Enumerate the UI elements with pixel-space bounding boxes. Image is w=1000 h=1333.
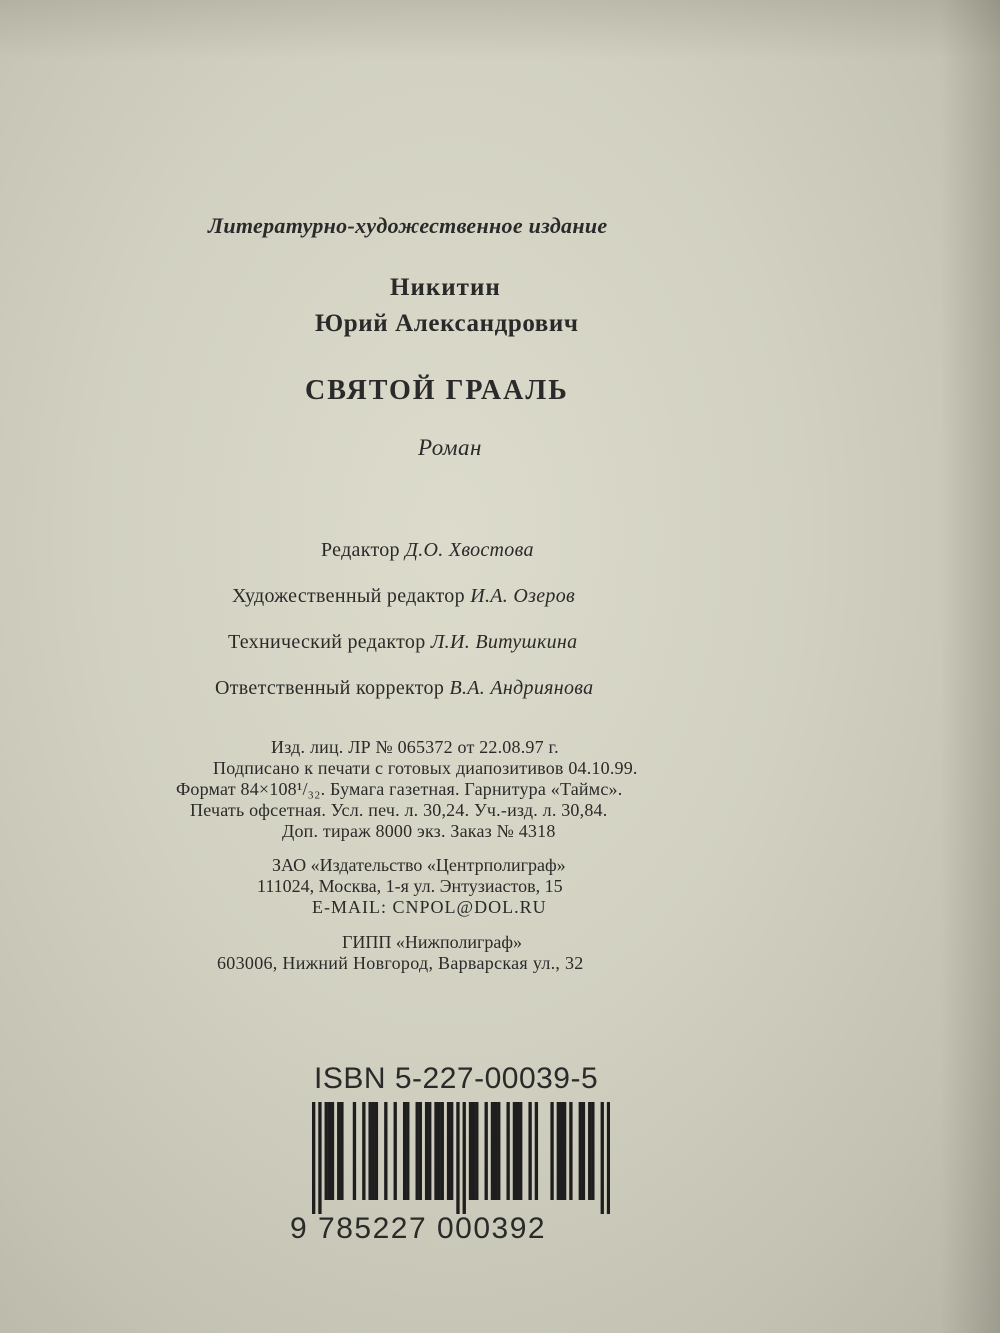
barcode-bar [475, 1102, 478, 1200]
barcode-bar [368, 1102, 371, 1200]
page-shadow-top [0, 0, 1000, 60]
barcode-bar [497, 1102, 500, 1200]
barcode-bar [506, 1102, 509, 1200]
barcode-bar [569, 1102, 572, 1200]
barcode-bar [406, 1102, 409, 1200]
credit-person: Д.О. Хвостова [405, 539, 534, 561]
barcode-bar [550, 1102, 553, 1200]
credit-art-editor [232, 585, 575, 608]
barcode-bar [513, 1102, 516, 1200]
credit-tech-editor [228, 631, 577, 654]
barcode-bar [494, 1102, 497, 1200]
author-name: Юрий Александрович [315, 310, 579, 337]
barcode-bar [437, 1102, 440, 1200]
barcode-bar [416, 1102, 419, 1200]
printer-address: 603006, Нижний Новгород, Варварская ул., 32 [217, 953, 584, 973]
credit-role: Художественный редактор [232, 585, 465, 607]
barcode-bar [450, 1102, 453, 1200]
edition-type: Литературно-художественное издание [208, 213, 608, 238]
page-shadow-right [940, 0, 1000, 1333]
barcode-digits: 9 785227 000392 [290, 1212, 547, 1245]
imprint-print: Печать офсетная. Усл. печ. л. 30,24. Уч.-изд. л. 30,84. [190, 800, 608, 820]
barcode-bar [560, 1102, 563, 1200]
barcode-bar [472, 1102, 475, 1200]
imprint-license: Изд. лиц. ЛР № 065372 от 22.08.97 г. [271, 737, 559, 757]
barcode-bar [384, 1102, 387, 1200]
barcode-bar [340, 1102, 343, 1200]
imprint-format: Формат 84×108¹/₃₂. Бумага газетная. Гарнитура «Таймс». [176, 779, 623, 799]
barcode-bar [419, 1102, 422, 1200]
barcode-bar [425, 1102, 428, 1200]
barcode-bar [403, 1102, 406, 1200]
barcode-guard-bar [318, 1102, 321, 1214]
book-title: СВЯТОЙ ГРААЛЬ [305, 375, 569, 406]
credit-proofreader [215, 677, 593, 700]
barcode-guard-bar [607, 1102, 610, 1214]
barcode-bar [372, 1102, 375, 1200]
credit-editor [321, 539, 534, 562]
barcode-bar [469, 1102, 472, 1200]
barcode-bar [441, 1102, 444, 1200]
barcode-bar [519, 1102, 522, 1200]
barcode-guard-bar [601, 1102, 604, 1214]
publisher-name: ЗАО «Издательство «Центрполиграф» [272, 855, 566, 875]
barcode-guard-bar [463, 1102, 466, 1214]
credit-role: Технический редактор [228, 631, 426, 653]
barcode-bar [362, 1102, 365, 1200]
barcode-bar [563, 1102, 566, 1200]
author-surname: Никитин [390, 274, 501, 301]
book-genre: Роман [418, 435, 482, 460]
printer-name: ГИПП «Нижполиграф» [342, 932, 523, 952]
barcode-bar [394, 1102, 397, 1200]
publisher-email: E-MAIL: CNPOL@DOL.RU [312, 897, 547, 917]
barcode-bar [375, 1102, 378, 1200]
barcode-bar [557, 1102, 560, 1200]
barcode-bar [328, 1102, 331, 1200]
credit-role: Ответственный корректор [215, 677, 445, 699]
barcode-bar [447, 1102, 450, 1200]
barcode-bars [312, 1102, 610, 1214]
barcode-bar [579, 1102, 582, 1200]
imprint-signed: Подписано к печати с готовых диапозитивов 04.10.99. [213, 758, 638, 778]
barcode-guard-bar [312, 1102, 315, 1214]
barcode-bar [337, 1102, 340, 1200]
barcode-bar [331, 1102, 334, 1200]
credit-person: В.А. Андриянова [449, 677, 594, 699]
barcode-bar [535, 1102, 538, 1200]
imprint-run: Доп. тираж 8000 экз. Заказ № 4318 [282, 821, 556, 841]
publisher-address: 111024, Москва, 1-я ул. Энтузиастов, 15 [257, 876, 563, 896]
isbn-label: ISBN 5-227-00039-5 [314, 1062, 599, 1095]
barcode-bar [588, 1102, 591, 1200]
barcode-bar [325, 1102, 328, 1200]
barcode-bar [428, 1102, 431, 1200]
credit-person: И.А. Озеров [470, 585, 575, 607]
credit-person: Л.И. Витушкина [430, 631, 578, 653]
barcode-icon [312, 1102, 610, 1214]
barcode-bar [582, 1102, 585, 1200]
barcode-bar [485, 1102, 488, 1200]
barcode-bar [516, 1102, 519, 1200]
credit-role: Редактор [321, 539, 400, 561]
barcode-bar [528, 1102, 531, 1200]
barcode-bar [491, 1102, 494, 1200]
barcode-bar [353, 1102, 356, 1200]
barcode-guard-bar [456, 1102, 459, 1214]
barcode-bar [434, 1102, 437, 1200]
barcode-bar [591, 1102, 594, 1200]
